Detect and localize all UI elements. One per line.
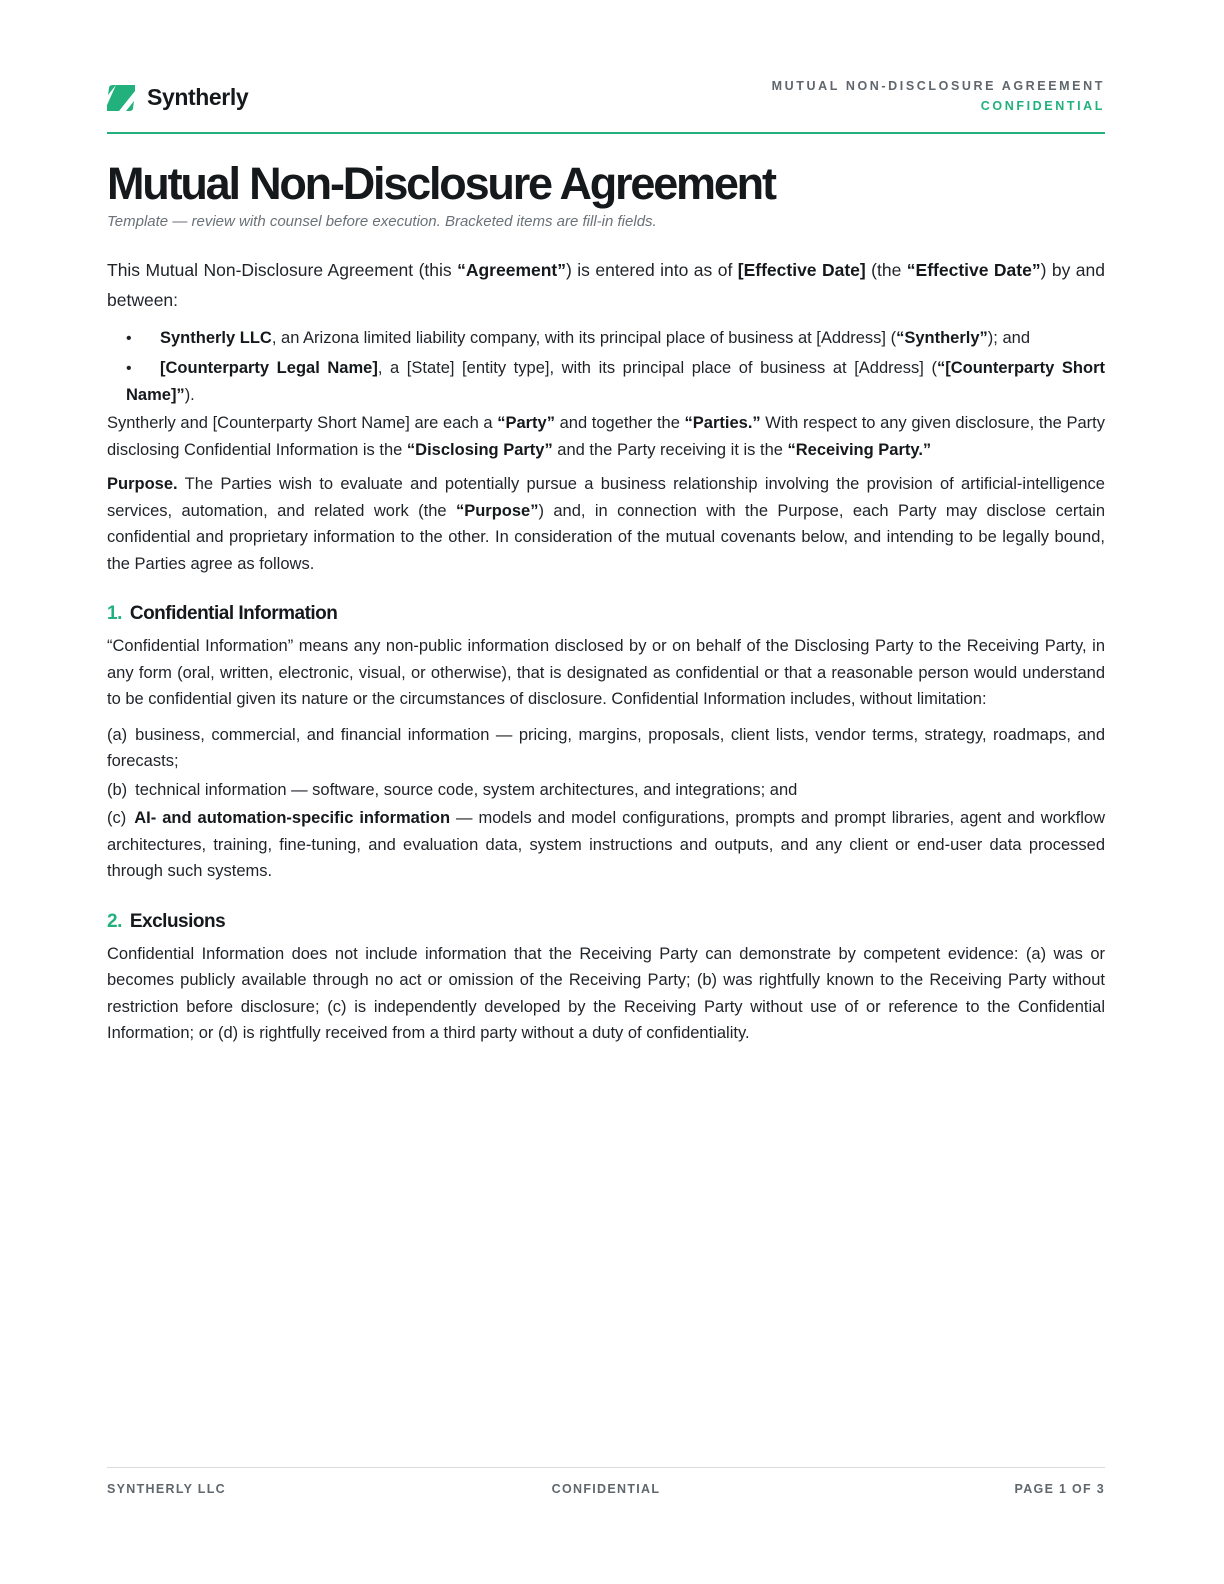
document-title: Mutual Non-Disclosure Agreement [107,158,775,209]
section-title: Exclusions [129,910,226,932]
footer-company: SYNTHERLY LLC [107,1482,226,1496]
list-item-bold: AI- and automation-specific information [134,809,451,827]
list-item-text: technical information — software, source code, system architectures, and integrations; and [135,780,798,799]
header-doc-info [772,79,1105,113]
intro-text: This Mutual Non-Disclosure Agreement (this [107,260,458,280]
definitions-text: and the Party receiving it is the [552,440,788,459]
party-end: ). [184,386,195,404]
party-short-name: “Syntherly” [896,329,988,347]
intro-text: ) is entered into as of [566,260,738,280]
definitions-text: Syntherly and [Counterparty Short Name] are each a [107,414,498,432]
document-body [107,255,1105,1047]
list-item-text: — models and model configurations, prompts and prompt libraries, agent and workflow architectures, training, fine-tuning, and evaluation data, system instructions and outputs, and any client or end-user data processed through such systems. [107,809,1105,880]
party-item [126,325,1105,352]
definitions-text: With respect to any given disclosure, the Party disclosing Confidential Information is the [107,414,1105,459]
definitions-text: and together the [554,414,685,432]
party-name: [Counterparty Legal Name] [160,359,378,377]
purpose-text: ) and, in connection with the Purpose, each Party may disclose certain confidential and proprietary information to the other. In consideration of the mutual covenants below, and intending to be legally bound, the Parties agree as follows. [107,501,1106,573]
party-description: , a [State] [entity type], with its principal place of business at [Address] ( [377,359,937,377]
party-description: , an Arizona limited liability company, with its principal place of business at [Address] ( [271,329,897,347]
bullet: • [126,330,132,347]
section-body: Confidential Information does not include information that the Receiving Party can demonstrate by competent evidence: (a) was or becomes publicly available through no act or omission of the Receiving Party; (b) was rightfully known to the Receiving Party without restriction before disclosure; (c) is independently developed by the Receiving Party without use of or reference to the Confidential Information; or (d) is rightfully received from a third party without a duty of confidentiality. [107,944,1105,1042]
purpose-text: The Parties wish to evaluate and potentially pursue a business relationship involving the provision of artificial-intelligence services, automation, and related work (the [107,475,1105,520]
section-number: 2. [107,910,122,932]
definition-items [107,722,1105,885]
list-item [107,805,1105,885]
party-term: “Party” [497,414,555,432]
section-body: “Confidential Information” means any non-public information disclosed by or on behalf of the Disclosing Party to the Receiving Party, in any form (oral, written, electronic, visual, or otherwise), that is designated as confidential or that a reasonable person would understand to be confidential given its nature or the circumstances of disclosure. Confidential Information includes, without limitation: [107,637,1105,708]
list-item-text: business, commercial, and financial information — pricing, margins, proposals, client lists, vendor terms, strategy, roadmaps, and forecasts; [107,725,1105,770]
list-item [107,722,1105,775]
list-item-label: (c) [107,809,127,827]
document-page [107,0,1105,1584]
list-item [107,777,1105,804]
page-footer [107,1467,1105,1496]
party-short-name: “[Counterparty Short Name]” [126,359,1105,404]
intro-agreement-term: “Agreement” [457,260,567,280]
disclosing-party-term: “Disclosing Party” [406,440,553,459]
section-heading [107,909,1105,935]
parties-list [107,325,1105,409]
definitions-paragraph [107,410,1105,463]
footer-page-number: PAGE 1 OF 3 [1014,1482,1105,1496]
intro-text: ) by and between: [107,260,1105,310]
section-number: 1. [107,603,122,624]
list-item-label: (a) [107,725,128,744]
syntherly-logo-icon [107,85,135,111]
bullet: • [126,360,132,377]
parties-term: “Parties.” [684,414,761,432]
header-confidential-label: CONFIDENTIAL [980,99,1105,113]
intro-effective-date-term: “Effective Date” [906,260,1041,280]
brand [107,84,248,111]
section-title: Confidential Information [129,603,338,624]
party-end: ); and [987,329,1030,347]
section-heading [107,601,1105,627]
party-name: Syntherly LLC [160,329,272,347]
intro-paragraph [107,255,1105,315]
list-item-label: (b) [107,780,128,799]
header-doc-label: MUTUAL NON-DISCLOSURE AGREEMENT [771,79,1105,93]
receiving-party-term: “Receiving Party.” [787,440,932,459]
purpose-label: Purpose. [107,475,178,493]
effective-date-field: [Effective Date] [737,260,866,280]
brand-name: Syntherly [147,84,249,110]
party-item [126,355,1105,409]
page-header [107,70,1105,134]
footer-confidential: CONFIDENTIAL [551,1482,661,1496]
purpose-paragraph [107,471,1105,577]
intro-text: (the [865,260,907,280]
purpose-term: “Purpose” [455,501,539,520]
document-subtitle: Template — review with counsel before execution. Bracketed items are fill-in fields. [107,213,657,230]
